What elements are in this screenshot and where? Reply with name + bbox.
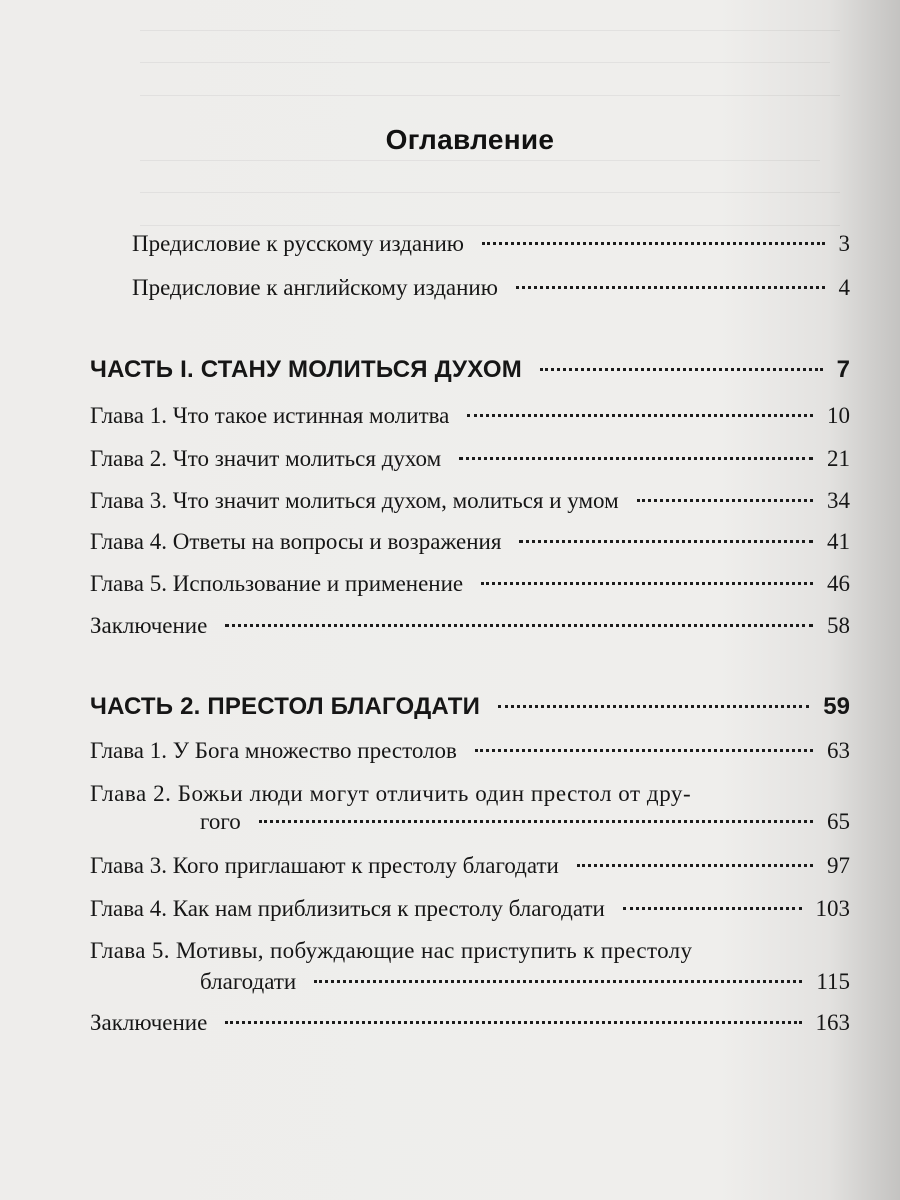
entry-label: Глава 1. Что такое истинная молитва xyxy=(90,403,450,428)
toc-part-heading-1[interactable] xyxy=(90,356,850,384)
page-number: 10 xyxy=(827,403,850,428)
dot-leader xyxy=(637,499,813,502)
entry-label: Глава 1. У Бога множество престолов xyxy=(90,738,457,763)
dot-leader xyxy=(623,907,802,910)
entry-label: Заключение xyxy=(90,613,208,638)
toc-entry-part2-chapter5[interactable] xyxy=(90,937,850,996)
dot-leader xyxy=(540,368,823,371)
dot-leader xyxy=(225,1021,801,1024)
toc-entry-preface-russian[interactable] xyxy=(132,230,850,258)
toc-entry-part1-chapter4[interactable] xyxy=(90,528,850,556)
toc-entry-part2-chapter4[interactable] xyxy=(90,895,850,923)
entry-label-line2: благодати xyxy=(200,969,297,994)
entry-label-line1: Глава 5. Мотивы, побуждающие нас приступить к престолу xyxy=(90,938,693,963)
page-number: 163 xyxy=(815,1010,850,1035)
entry-label: Глава 5. Использование и применение xyxy=(90,571,464,596)
part-label: ЧАСТЬ I. СТАНУ МОЛИТЬСЯ ДУХОМ xyxy=(90,356,522,383)
page-number: 3 xyxy=(838,231,850,256)
page-number: 59 xyxy=(823,693,850,720)
page-number: 41 xyxy=(827,529,850,554)
bleed-through-line xyxy=(140,160,820,161)
toc-entry-part2-chapter3[interactable] xyxy=(90,852,850,880)
toc-title: Оглавление xyxy=(385,124,555,155)
entry-label: Глава 4. Ответы на вопросы и возражения xyxy=(90,529,502,554)
dot-leader xyxy=(481,582,813,585)
entry-label: Глава 2. Что значит молиться духом xyxy=(90,446,442,471)
bleed-through-line xyxy=(140,225,840,226)
page-number: 97 xyxy=(827,853,850,878)
toc-part-heading-2[interactable] xyxy=(90,693,850,721)
page-number: 63 xyxy=(827,738,850,763)
entry-label: Глава 3. Что значит молиться духом, молиться и умом xyxy=(90,488,619,513)
bleed-through-line xyxy=(140,192,840,193)
dot-leader xyxy=(467,414,813,417)
bleed-through-line xyxy=(140,95,840,96)
toc-entry-part2-conclusion[interactable] xyxy=(90,1009,850,1037)
toc-entry-part2-chapter1[interactable] xyxy=(90,737,850,765)
page-number: 103 xyxy=(815,896,850,921)
dot-leader xyxy=(498,705,809,708)
toc-entry-part1-chapter2[interactable] xyxy=(90,445,850,473)
dot-leader xyxy=(516,286,825,289)
toc-entry-part1-chapter5[interactable] xyxy=(90,570,850,598)
page-number: 46 xyxy=(827,571,850,596)
entry-label: Предисловие к английскому изданию xyxy=(132,275,498,300)
page-number: 58 xyxy=(827,613,850,638)
page-number: 7 xyxy=(836,356,850,383)
bleed-through-line xyxy=(140,30,840,31)
bleed-through-line xyxy=(140,62,830,63)
entry-label: Предисловие к русскому изданию xyxy=(132,231,464,256)
entry-label: Глава 4. Как нам приблизиться к престолу благодати xyxy=(90,896,605,921)
entry-label: Заключение xyxy=(90,1010,208,1035)
dot-leader xyxy=(577,864,813,867)
page-number: 21 xyxy=(827,446,850,471)
page-number: 34 xyxy=(827,488,850,513)
page-number: 115 xyxy=(816,969,850,994)
dot-leader xyxy=(459,457,813,460)
toc-entry-part2-chapter2[interactable] xyxy=(90,780,850,836)
dot-leader xyxy=(225,624,813,627)
toc-entry-part1-chapter3[interactable] xyxy=(90,487,850,515)
entry-label: Глава 3. Кого приглашают к престолу благодати xyxy=(90,853,559,878)
dot-leader xyxy=(475,749,813,752)
dot-leader xyxy=(259,820,813,823)
entry-label-line1: Глава 2. Божьи люди могут отличить один престол от дру- xyxy=(90,781,692,806)
dot-leader xyxy=(482,242,825,245)
dot-leader xyxy=(314,980,802,983)
toc-entry-preface-english[interactable] xyxy=(132,274,850,302)
toc-entry-part1-conclusion[interactable] xyxy=(90,612,850,640)
entry-label-line2: гого xyxy=(200,809,241,834)
page-number: 4 xyxy=(838,275,850,300)
page-number: 65 xyxy=(827,809,850,834)
toc-entry-part1-chapter1[interactable] xyxy=(90,402,850,430)
part-label: ЧАСТЬ 2. ПРЕСТОЛ БЛАГОДАТИ xyxy=(90,693,481,720)
dot-leader xyxy=(519,540,813,543)
